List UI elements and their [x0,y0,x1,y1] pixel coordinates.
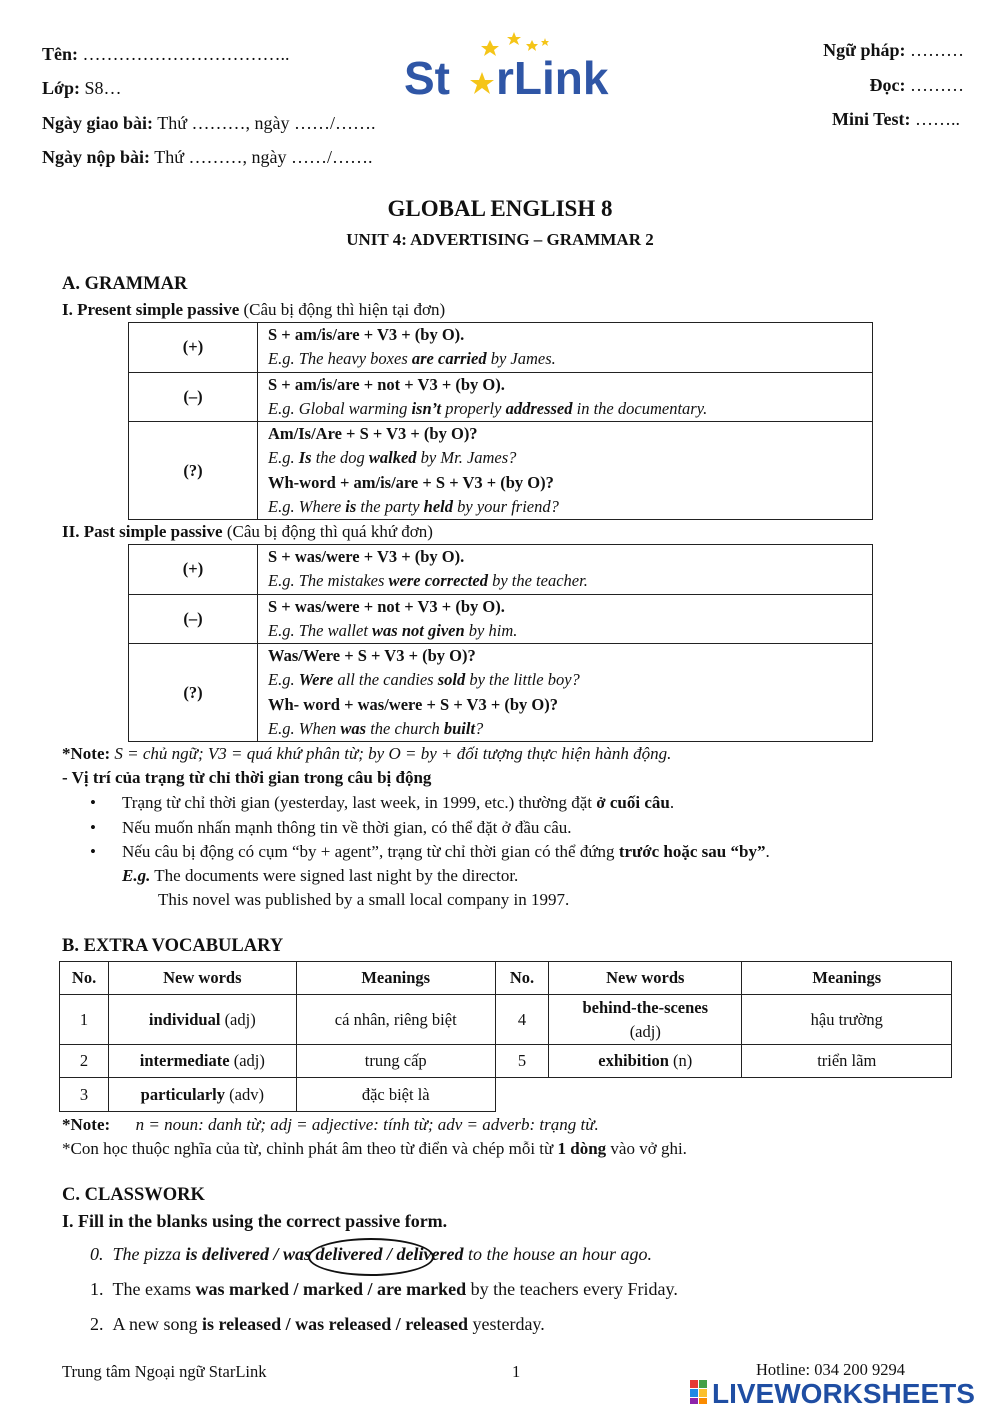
vocab-word: particularly (adv) [109,1078,296,1112]
structure-formula: Am/Is/Are + S + V3 + (by O)? [268,424,478,444]
present-passive-table [128,322,873,520]
past-passive-table [128,544,873,742]
col-new-words: New words [109,962,296,995]
structure-formula: Wh- word + was/were + S + V3 + (by O)? [268,694,558,714]
reading-score [870,75,964,96]
symbol-question: (?) [129,644,258,742]
structure-formula: Wh-word + am/is/are + S + V3 + (by O)? [268,472,554,492]
col-new-words: New words [549,962,742,995]
vocab-instruction: *Con học thuộc nghĩa của từ, chỉnh phát âm theo từ điển và chép mỗi từ 1 dòng vào vở ghi. [62,1139,687,1158]
structure-cell [258,545,873,595]
structure-formula: S + am/is/are + not + V3 + (by O). [268,374,505,394]
submit-date-line [42,147,372,168]
example-text: The documents were signed last night by the director. [154,866,519,885]
answer-options[interactable]: was marked / marked / are marked [195,1279,467,1299]
list-item: • Nếu muốn nhấn mạnh thông tin về thời gian, có thể đặt ở đầu câu. [62,816,962,841]
vocab-word: behind-the-scenes (adj) [549,995,742,1045]
grammar-note [62,744,671,764]
example-sentence: E.g. Global warming isn’t properly addressed in the documentary. [268,398,708,418]
symbol-positive: (+) [129,323,258,373]
table-row [60,995,952,1045]
question-1: 1. The exams was marked / marked / are marked by the teachers every Friday. [90,1279,678,1299]
col-no: No. [60,962,109,995]
grammar-score-value[interactable]: ……… [910,40,964,60]
footer-hotline: Hotline: 034 200 9294 [756,1360,905,1379]
vocab-meaning: đặc biệt là [296,1078,495,1112]
list-item: • Trạng từ chỉ thời gian (yesterday, last week, in 1999, etc.) thường đặt ở cuối câu. [62,791,962,816]
present-heading-note: (Câu bị động thì hiện tại đơn) [243,300,446,319]
vocab-meaning: triển lãm [742,1045,952,1078]
option[interactable]: is delivered [185,1244,269,1264]
example-1 [122,866,518,886]
footer-center-name: Trung tâm Ngoại ngữ StarLink [62,1362,267,1381]
class-label: Lớp: [42,78,80,98]
answer-circle [308,1238,434,1276]
grammar-score [823,40,964,61]
symbol-negative: (–) [129,594,258,644]
option-selected[interactable]: was delivered [283,1244,383,1264]
footer-page-number: 1 [512,1362,521,1381]
vocab-word: individual (adj) [109,995,296,1045]
vocab-note [62,1115,599,1135]
name-label: Tên: [42,44,78,64]
table-row [60,1078,952,1112]
grammar-heading: A. GRAMMAR [62,274,188,294]
symbol-negative: (–) [129,372,258,422]
vocab-no: 1 [60,995,109,1045]
structure-cell [258,644,873,742]
minitest-score-label: Mini Test: [831,109,911,129]
question-number: 2. [90,1314,104,1334]
example-sentence: E.g. The mistakes were corrected by the teacher. [268,571,588,591]
table-row [129,545,873,595]
example-sentence: E.g. Is the dog walked by Mr. James? [268,448,517,468]
past-passive-heading [62,522,433,542]
structure-cell [258,372,873,422]
structure-formula: S + was/were + V3 + (by O). [268,547,465,566]
note-label: *Note: [62,1115,111,1134]
assign-date-line [42,113,375,134]
classwork-heading: C. CLASSWORK [62,1185,205,1205]
structure-cell [258,594,873,644]
question-number: 0. [90,1244,104,1264]
assign-label: Ngày giao bài: [42,113,154,133]
present-heading-bold: I. Present simple passive [62,300,240,319]
minitest-score [832,109,960,130]
note-text: S = chủ ngữ; V3 = quá khứ phân từ; by O = by + đối tượng thực hiện hành động. [114,744,672,763]
structure-cell [258,323,873,373]
example-sentence: E.g. The heavy boxes are carried by James. [268,349,556,369]
vocab-word: intermediate (adj) [109,1045,296,1078]
example-sentence: E.g. Were all the candies sold by the little boy? [268,670,580,690]
question-0: 0. The pizza is delivered / was delivered / delivered to the house an hour ago. [90,1244,652,1264]
vocab-no: 4 [495,995,548,1045]
vocab-meaning: trung cấp [296,1045,495,1078]
vocab-word: exhibition (n) [549,1045,742,1078]
assign-value[interactable]: Thứ ………, ngày ……/……. [157,113,376,133]
liveworksheets-text: LIVEWORKSHEETS [712,1378,975,1408]
adverb-position-heading: - Vị trí của trạng từ chỉ thời gian trong câu bị động [62,768,432,787]
col-meanings: Meanings [742,962,952,995]
submit-label: Ngày nộp bài: [42,147,151,167]
reading-score-value[interactable]: ……… [910,75,964,95]
structure-cell [258,422,873,520]
vocab-meaning: cá nhân, riêng biệt [296,995,495,1045]
symbol-question: (?) [129,422,258,520]
example-sentence: E.g. When was the church built? [268,719,484,739]
example-label: E.g. [122,866,151,885]
structure-formula: S + am/is/are + V3 + (by O). [268,325,465,344]
note-label: *Note: [62,744,111,763]
class-line [42,78,122,99]
vocab-meaning: hậu trường [742,995,952,1045]
vocab-no: 2 [60,1045,109,1078]
symbol-positive: (+) [129,545,258,595]
table-row [129,323,873,373]
question-number: 1. [90,1279,104,1299]
table-row [129,594,873,644]
col-no: No. [495,962,548,995]
note-text: n = noun: danh từ; adj = adjective: tính từ; adv = adverb: trạng từ. [135,1115,599,1134]
vocab-no: 5 [495,1045,548,1078]
example-sentence: E.g. Where is the party held by your friend? [268,497,559,517]
logo-text-start: St [404,52,450,104]
example-2: This novel was published by a small local company in 1997. [158,890,570,909]
submit-value[interactable]: Thứ ………, ngày ……/……. [154,147,373,167]
structure-formula: Was/Were + S + V3 + (by O)? [268,646,476,666]
class-value[interactable]: S8… [84,78,122,98]
page-subtitle: UNIT 4: ADVERTISING – GRAMMAR 2 [346,230,654,249]
grammar-score-label: Ngữ pháp: [823,40,906,60]
name-value[interactable]: …………………………….. [82,44,290,64]
structure-formula: S + was/were + not + V3 + (by O). [268,596,505,616]
question-2: 2. A new song is released / was released / released yesterday. [90,1314,545,1334]
name-line [42,44,290,65]
table-row [129,644,873,742]
answer-options[interactable]: is released / was released / released [202,1314,468,1334]
adverb-position-list [62,791,962,865]
table-row [60,1045,952,1078]
liveworksheets-logo[interactable] [690,1372,990,1408]
vocab-heading: B. EXTRA VOCABULARY [62,936,284,956]
table-row [129,372,873,422]
example-sentence: E.g. The wallet was not given by him. [268,620,518,640]
past-heading-note: (Câu bị động thì quá khứ đơn) [226,522,433,541]
past-heading-bold: II. Past simple passive [62,522,223,541]
table-row [129,422,873,520]
list-item: • Nếu câu bị động có cụm “by + agent”, trạng từ chỉ thời gian có thể đứng trước hoặc sau “by”. [62,840,962,865]
starlink-logo [402,28,632,106]
table-header-row [60,962,952,995]
minitest-score-value[interactable]: …….. [915,109,960,129]
col-meanings: Meanings [296,962,495,995]
classwork-task: I. Fill in the blanks using the correct passive form. [62,1211,448,1231]
reading-score-label: Đọc: [869,75,906,95]
empty-cell [495,1078,951,1112]
vocab-no: 3 [60,1078,109,1112]
page-title: GLOBAL ENGLISH 8 [387,196,613,221]
logo-text-end: rLink [496,52,609,104]
present-passive-heading [62,300,445,320]
option[interactable]: delivered [396,1244,464,1264]
vocab-table [59,961,952,1112]
